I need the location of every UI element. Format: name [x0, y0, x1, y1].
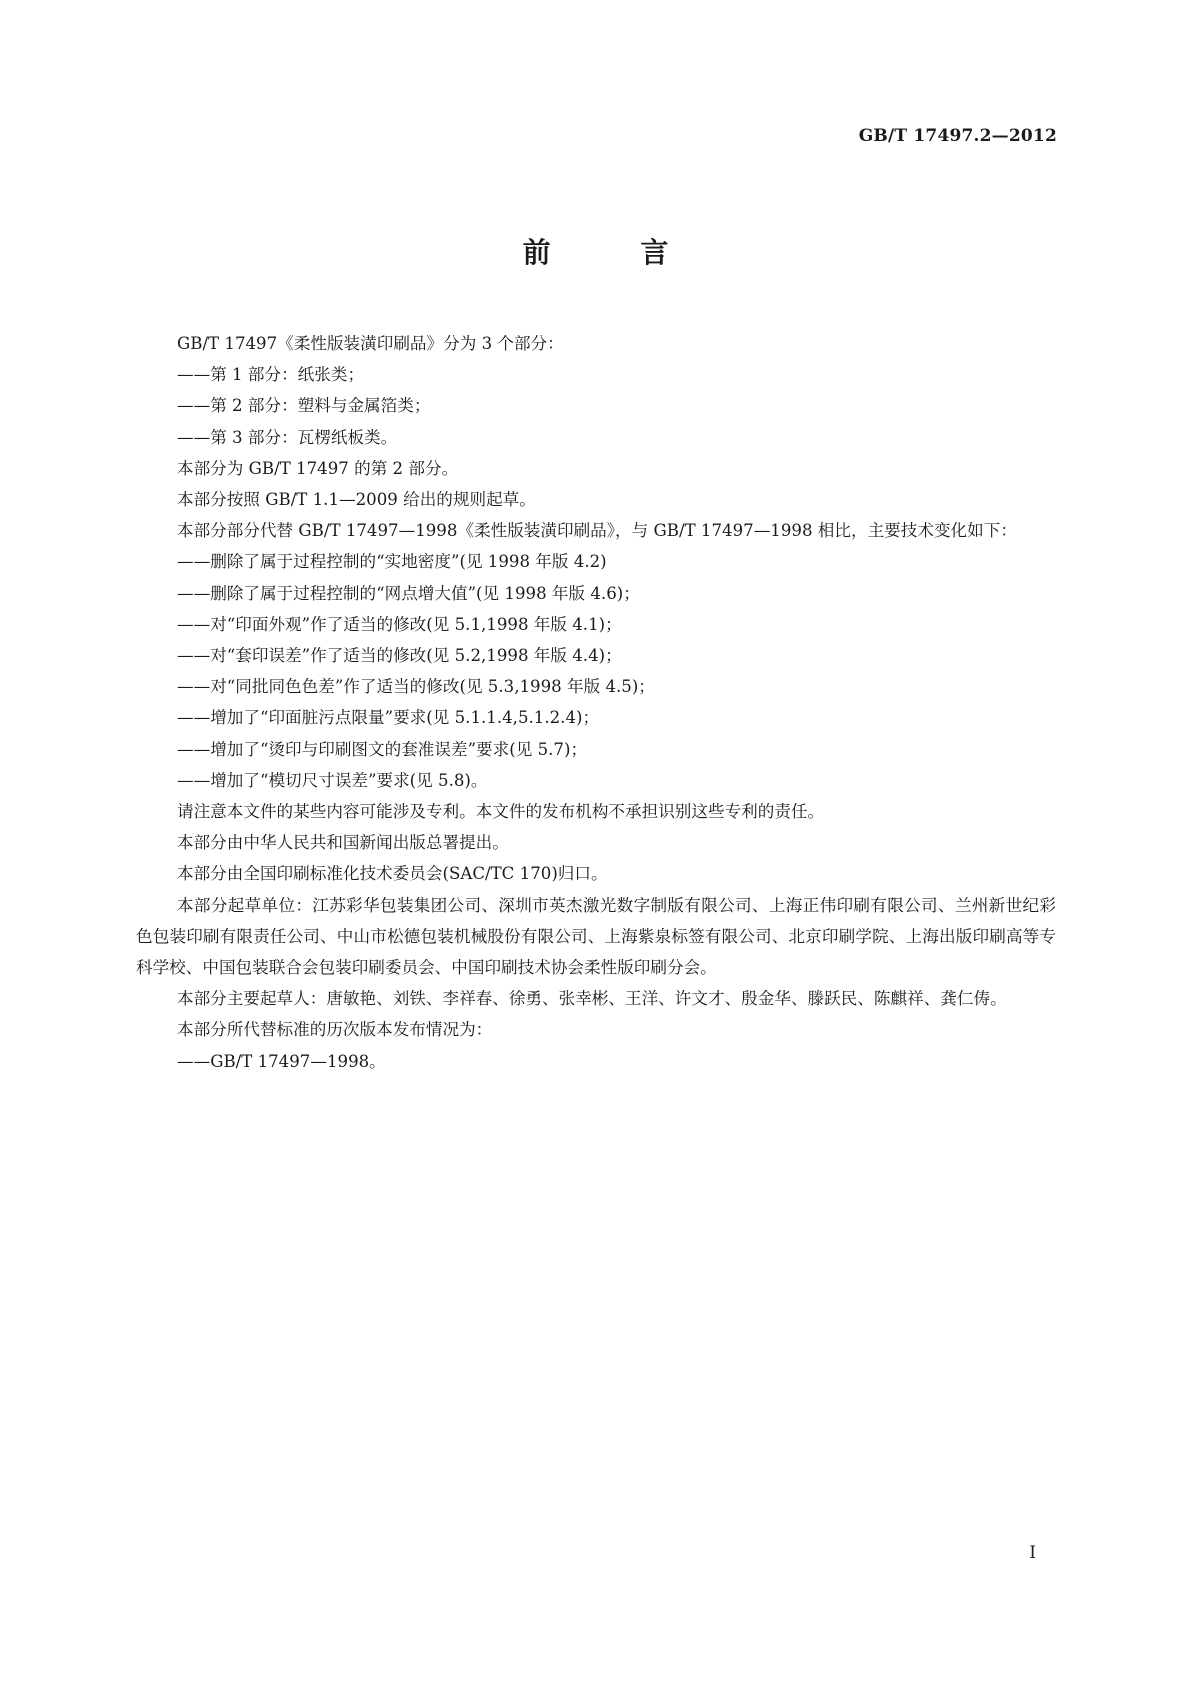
list-item-part3: ——第 3 部分：瓦楞纸板类。	[177, 427, 398, 447]
drafting-rules-paragraph: 本部分按照 GB/T 1.1—2009 给出的规则起草。	[177, 490, 536, 510]
change-item-5: ——对“同批同色色差”作了适当的修改(见 5.3,1998 年版 4.5)；	[177, 677, 655, 697]
history-item: ——GB/T 17497—1998。	[177, 1051, 386, 1071]
patent-paragraph: 请注意本文件的某些内容可能涉及专利。本文件的发布机构不承担识别这些专利的责任。	[177, 802, 825, 822]
this-part-paragraph: 本部分为 GB/T 17497 的第 2 部分。	[177, 458, 459, 478]
change-item-3: ——对“印面外观”作了适当的修改(见 5.1,1998 年版 4.1)；	[177, 614, 622, 634]
change-item-4: ——对“套印误差”作了适当的修改(见 5.2,1998 年版 4.4)；	[177, 646, 622, 666]
page-title: 前 言	[522, 236, 709, 269]
change-item-7: ——增加了“烫印与印刷图文的套准误差”要求(见 5.7)；	[177, 739, 588, 759]
replaces-paragraph: 本部分部分代替 GB/T 17497—1998《柔性版装潢印刷品》，与 GB/T 17497—1998 相比，主要技术变化如下：	[177, 521, 1017, 541]
intro-paragraph: GB/T 17497《柔性版装潢印刷品》分为 3 个部分：	[177, 334, 564, 353]
standard-number: GB/T 17497.2—2012	[858, 126, 1057, 146]
page-number: I	[1029, 1543, 1036, 1563]
list-item-part2: ——第 2 部分：塑料与金属箔类；	[177, 396, 431, 416]
drafters-paragraph: 本部分主要起草人：唐敏艳、刘铁、李祥春、徐勇、张幸彬、王洋、许文才、殷金华、滕跃民、陈麒祥、龚仁俦。	[177, 989, 1007, 1009]
drafting-units-paragraph: 本部分起草单位：江苏彩华包装集团公司、深圳市英杰激光数字制版有限公司、上海正伟印刷有限公司、兰州新世纪彩色包装印刷有限责任公司、中山市松德包装机械股份有限公司、上海紫泉标签有限公司、北京印刷学院、上海出版印刷高等专科学校、中国包装联合会包装印刷委员会、中国印刷技术协会柔性版印刷分会。	[136, 895, 1056, 978]
history-paragraph: 本部分所代替标准的历次版本发布情况为：	[177, 1020, 493, 1040]
foreword-body	[136, 328, 1056, 1077]
list-item-part1: ——第 1 部分：纸张类；	[177, 365, 365, 385]
change-item-8: ——增加了“模切尺寸误差”要求(见 5.8)。	[177, 770, 488, 790]
change-item-2: ——删除了属于过程控制的“网点增大值”(见 1998 年版 4.6)；	[177, 583, 640, 603]
proposed-paragraph: 本部分由中华人民共和国新闻出版总署提出。	[177, 833, 509, 853]
centralized-paragraph: 本部分由全国印刷标准化技术委员会(SAC/TC 170)归口。	[177, 864, 608, 884]
change-item-1: ——删除了属于过程控制的“实地密度”(见 1998 年版 4.2)	[177, 552, 607, 572]
change-item-6: ——增加了“印面脏污点限量”要求(见 5.1.1.4,5.1.2.4)；	[177, 708, 600, 728]
